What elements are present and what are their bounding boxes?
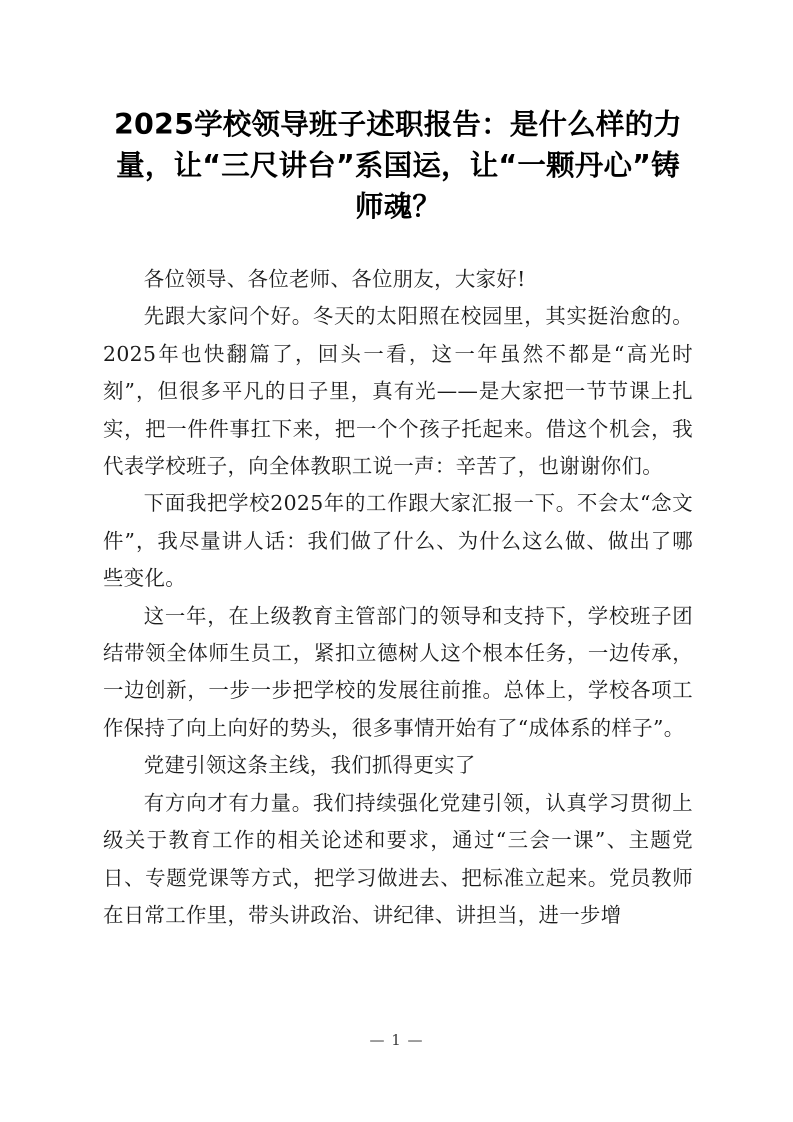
paragraph-report-intro: 下面我把学校2025年的工作跟大家汇报一下。不会太“念文件”，我尽量讲人话：我们做了什么、为什么这么做、做出了哪些变化。 bbox=[103, 491, 693, 591]
page-title: 2025学校领导班子述职报告：是什么样的力量，让“三尺讲台”系国运，让“一颗丹心”铸师魂？ bbox=[113, 108, 683, 223]
paragraph-salutation: 各位领导、各位老师、各位朋友，大家好! bbox=[143, 267, 526, 291]
document-body bbox=[103, 227, 693, 934]
page-number-footer: — 1 — bbox=[369, 1031, 424, 1049]
page-content bbox=[103, 0, 693, 934]
paragraph-year-overview: 这一年，在上级教育主管部门的领导和支持下，学校班子团结带领全体师生员工，紧扣立德树人这个根本任务，一边传承，一边创新，一步一步把学校的发展往前推。总体上，学校各项工作保持了向上向好的势头，很多事情开始有了“成体系的样子”。 bbox=[103, 603, 693, 740]
paragraph-greeting: 先跟大家问个好。冬天的太阳照在校园里，其实挺治愈的。2025年也快翻篇了，回头一看，这一年虽然不都是“高光时刻”，但很多平凡的日子里，真有光——是大家把一节节课上扎实，把一件件事扛下来，把一个个孩子托起来。借这个机会，我代表学校班子，向全体教职工说一声：辛苦了，也谢谢你们。 bbox=[103, 304, 693, 479]
paragraph-section-heading-party-building: 党建引领这条主线，我们抓得更实了 bbox=[143, 753, 476, 778]
paragraph-party-building-detail: 有方向才有力量。我们持续强化党建引领，认真学习贯彻上级关于教育工作的相关论述和要求，通过“三会一课”、主题党日、专题党课等方式，把学习做进去、把标准立起来。党员教师在日常工作里，带头讲政治、讲纪律、讲担当，进一步增 bbox=[103, 790, 693, 927]
